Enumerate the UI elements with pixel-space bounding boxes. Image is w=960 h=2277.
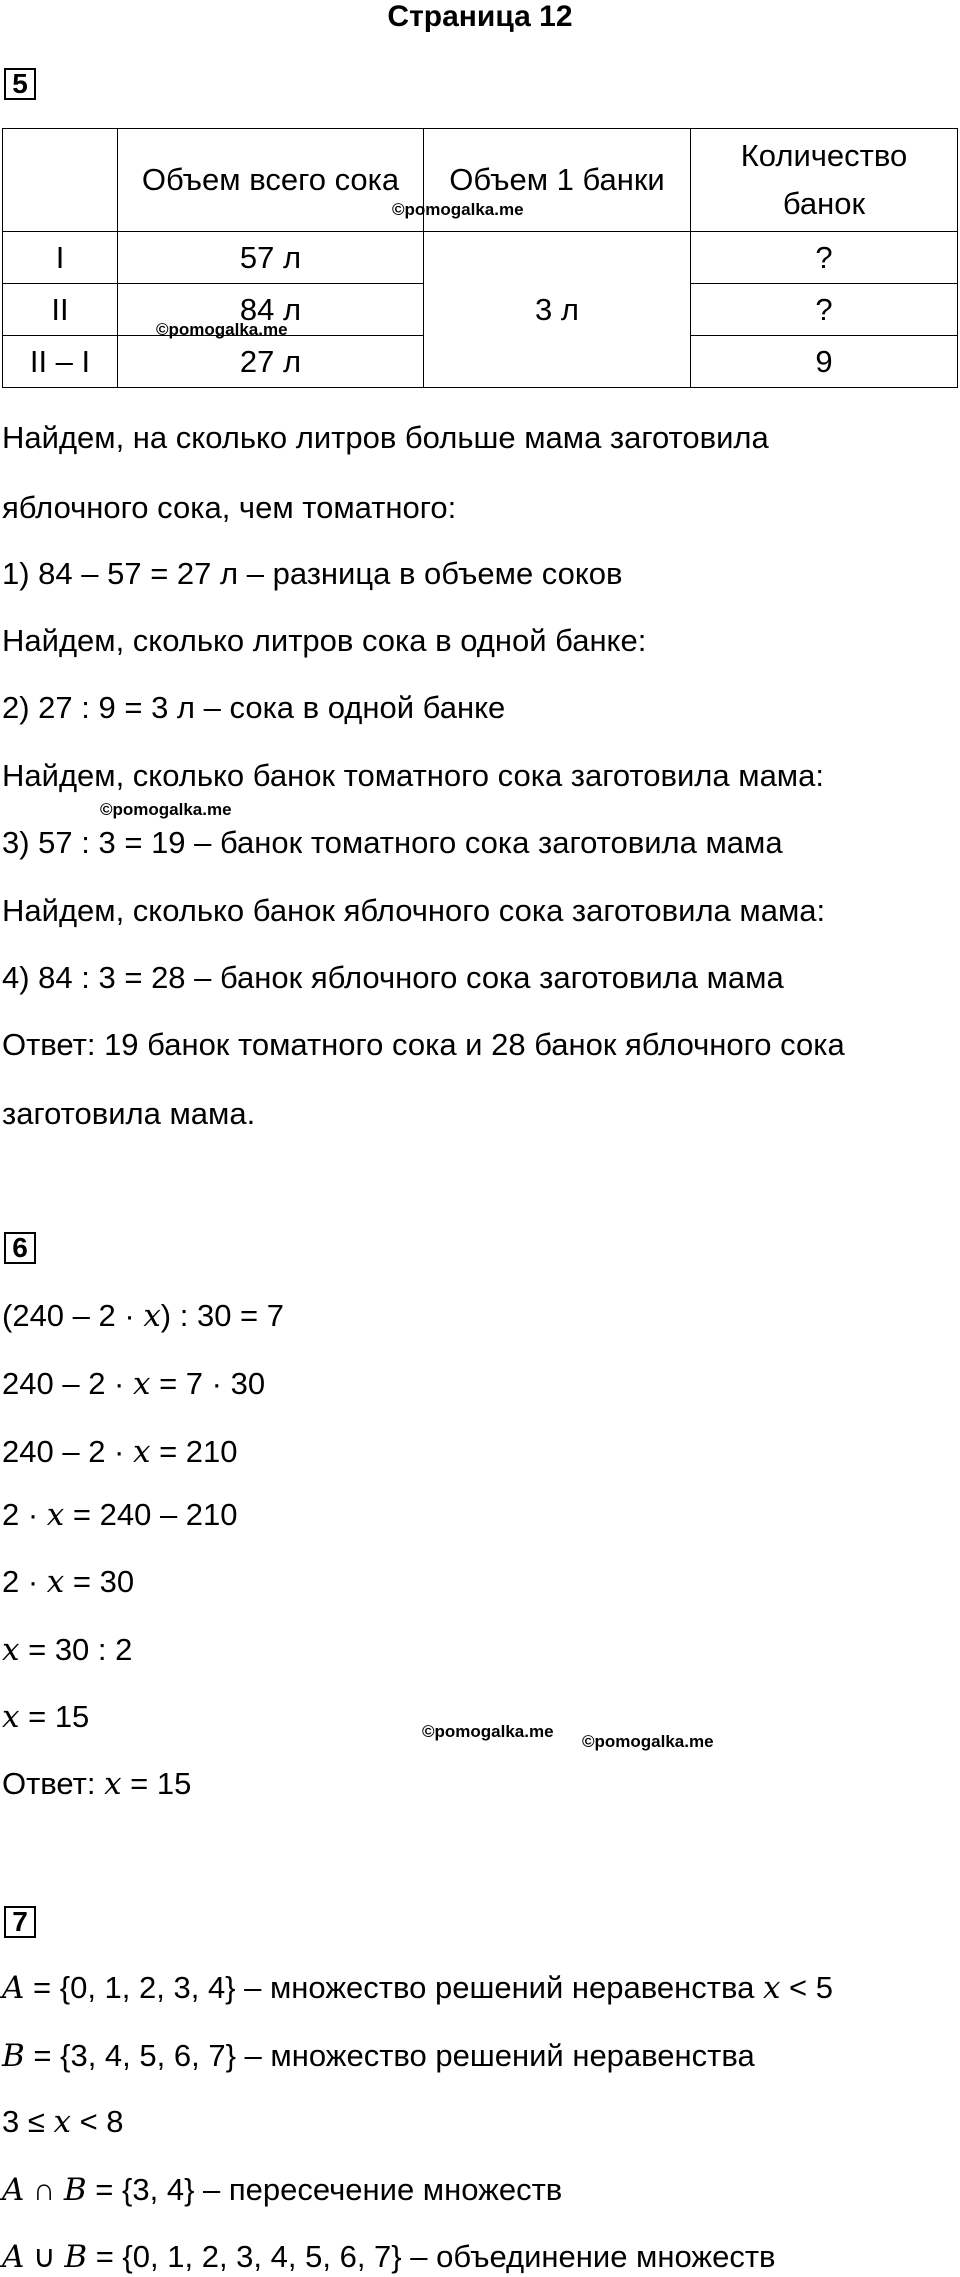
row-total: 84 л bbox=[118, 284, 424, 336]
eq-variable: x bbox=[132, 1366, 151, 1402]
eq-variable: x bbox=[104, 1766, 122, 1802]
set-text: ∪ bbox=[24, 2239, 65, 2274]
eq-text: Ответ: bbox=[2, 1766, 105, 1801]
page-title: Страница 12 bbox=[387, 0, 573, 33]
eq-text: ) : 30 = 7 bbox=[160, 1298, 285, 1333]
set-variable: A bbox=[2, 2172, 25, 2208]
table-header-cell: Объем 1 банки bbox=[424, 129, 691, 232]
row-count: 9 bbox=[691, 336, 958, 388]
eq-text: = 30 : 2 bbox=[19, 1632, 133, 1667]
set-text: < 5 bbox=[780, 1970, 833, 2005]
set-text: = {3, 4} – пересечение множеств bbox=[86, 2172, 563, 2207]
row-label: II bbox=[3, 284, 118, 336]
solution-line: Найдем, сколько банок яблочного сока заготовила мама: bbox=[2, 893, 826, 928]
answer-line: Ответ: 19 банок томатного сока и 28 банок яблочного сока bbox=[2, 1027, 845, 1062]
eq-variable: x bbox=[46, 1564, 65, 1600]
set-line bbox=[2, 2172, 562, 2208]
eq-text: = 240 – 210 bbox=[64, 1497, 238, 1532]
solution-line: 3) 57 : 3 = 19 – банок томатного сока заготовила мама bbox=[2, 825, 783, 860]
task-number-6: 6 bbox=[4, 1232, 36, 1264]
row-count: ? bbox=[691, 284, 958, 336]
eq-text: 240 – 2 · bbox=[2, 1434, 133, 1469]
equation-line bbox=[2, 1497, 238, 1533]
equation-line bbox=[2, 1632, 132, 1668]
set-text: ∩ bbox=[24, 2172, 64, 2207]
table-header-cell bbox=[691, 129, 958, 232]
solution-line: Найдем, сколько банок томатного сока заготовила мама: bbox=[2, 758, 824, 793]
table-row bbox=[3, 232, 958, 284]
task-number-7: 7 bbox=[4, 1906, 36, 1938]
equation-line bbox=[2, 1699, 89, 1735]
row-count: ? bbox=[691, 232, 958, 284]
task-number-5: 5 bbox=[4, 68, 36, 100]
set-text: = {0, 1, 2, 3, 4, 5, 6, 7} – объединение множеств bbox=[87, 2239, 776, 2274]
jar-volume-cell: 3 л bbox=[424, 232, 691, 388]
set-variable: A bbox=[2, 2239, 25, 2275]
equation-line bbox=[2, 1434, 238, 1470]
eq-text: (240 – 2 · bbox=[2, 1298, 144, 1333]
answer-line: заготовила мама. bbox=[2, 1096, 256, 1131]
set-variable: B bbox=[63, 2172, 87, 2208]
set-variable: B bbox=[2, 2038, 25, 2074]
row-total: 27 л bbox=[118, 336, 424, 388]
equation-line bbox=[2, 1366, 265, 1402]
watermark: ©pomogalka.me bbox=[582, 1732, 714, 1751]
row-total: 57 л bbox=[118, 232, 424, 284]
set-variable: B bbox=[64, 2239, 88, 2275]
watermark: ©pomogalka.me bbox=[392, 200, 524, 219]
solution-line: 2) 27 : 9 = 3 л – сока в одной банке bbox=[2, 690, 506, 725]
set-line bbox=[2, 2239, 776, 2275]
eq-text: = 15 bbox=[121, 1766, 192, 1801]
solution-line: 1) 84 – 57 = 27 л – разница в объеме соков bbox=[2, 556, 623, 591]
header-line: банок bbox=[782, 186, 866, 221]
eq-text: = 15 bbox=[19, 1699, 90, 1734]
eq-text: 2 · bbox=[2, 1564, 47, 1599]
row-label: II – I bbox=[3, 336, 118, 388]
watermark: ©pomogalka.me bbox=[422, 1722, 554, 1741]
solution-line: яблочного сока, чем томатного: bbox=[2, 490, 457, 525]
solution-line: Найдем, на сколько литров больше мама заготовила bbox=[2, 420, 769, 455]
solution-line: 4) 84 : 3 = 28 – банок яблочного сока заготовила мама bbox=[2, 960, 784, 995]
set-text: = {0, 1, 2, 3, 4} – множество решений неравенства bbox=[24, 1970, 763, 2005]
eq-text: 2 · bbox=[2, 1497, 47, 1532]
table-header-cell: Объем всего сока bbox=[118, 129, 424, 232]
set-variable: x bbox=[762, 1970, 781, 2006]
set-line bbox=[2, 2104, 124, 2140]
answer-line bbox=[2, 1766, 191, 1802]
equation-line bbox=[2, 1298, 284, 1334]
set-variable: A bbox=[2, 1970, 25, 2006]
eq-variable: x bbox=[132, 1434, 151, 1470]
set-variable: x bbox=[53, 2104, 71, 2140]
watermark: ©pomogalka.me bbox=[100, 800, 232, 819]
set-text: 3 ≤ bbox=[2, 2104, 54, 2139]
task5-table bbox=[2, 128, 958, 388]
eq-variable: x bbox=[143, 1298, 161, 1334]
set-text: < 8 bbox=[70, 2104, 124, 2139]
eq-variable: x bbox=[46, 1497, 65, 1533]
set-line bbox=[2, 1970, 833, 2006]
eq-variable: x bbox=[2, 1699, 20, 1735]
row-label: I bbox=[3, 232, 118, 284]
watermark: ©pomogalka.me bbox=[156, 320, 288, 339]
eq-text: = 30 bbox=[64, 1564, 135, 1599]
solution-line: Найдем, сколько литров сока в одной банке: bbox=[2, 623, 647, 658]
table-header-cell bbox=[3, 129, 118, 232]
eq-text: 240 – 2 · bbox=[2, 1366, 133, 1401]
eq-text: = 210 bbox=[150, 1434, 238, 1469]
set-line bbox=[2, 2038, 755, 2074]
eq-variable: x bbox=[2, 1632, 20, 1668]
equation-line bbox=[2, 1564, 134, 1600]
eq-text: = 7 · 30 bbox=[150, 1366, 266, 1401]
header-line: Количество bbox=[740, 138, 908, 173]
set-text: = {3, 4, 5, 6, 7} – множество решений неравенства bbox=[24, 2038, 755, 2073]
